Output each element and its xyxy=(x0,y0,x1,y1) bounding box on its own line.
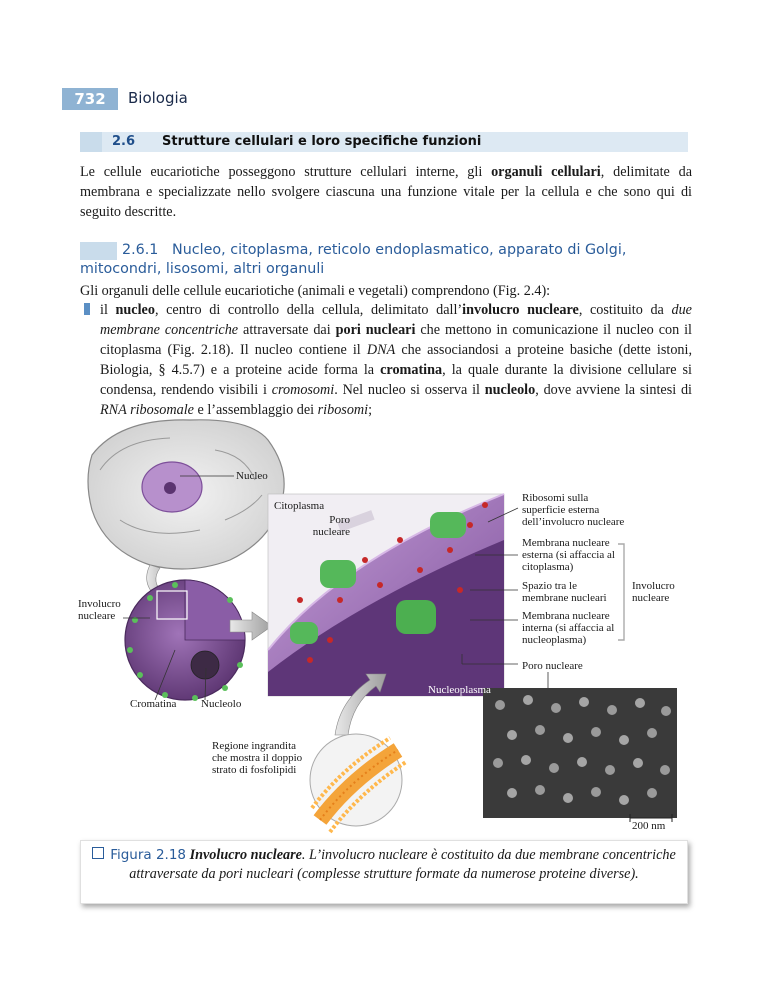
label-membrana-interna: Membrana nucleare interna (si affaccia al nucleoplasma) xyxy=(522,610,615,646)
label-regione-ingrandita: Regione ingrandita che mostra il doppio strato di fosfolipidi xyxy=(212,740,303,776)
running-title: Biologia xyxy=(128,89,188,107)
label-nucleolo: Nucleolo xyxy=(201,698,242,710)
label-nucleoplasma: Nucleoplasma xyxy=(428,684,491,696)
micrograph xyxy=(483,688,677,818)
label-involucro-right: Involucro nucleare xyxy=(632,580,675,604)
label-ribosomi: Ribosomi sulla superficie esterna dell’involucro nucleare xyxy=(522,492,625,528)
label-involucro-left: Involucro nucleare xyxy=(78,598,121,622)
lead-paragraph: Gli organuli delle cellule eucariotiche (animali e vegetali) comprendono (Fig. 2.4): xyxy=(80,283,551,299)
label-poro-nucleare-bottom: Poro nucleare xyxy=(522,660,583,672)
bullet-paragraph: il nucleo, centro di controllo della cellula, delimitato dall’involucro nucleare, costituito da due membrane concentriche attraversate dai pori nucleari che mettono in comunicazione il nucleo con il citoplasma (Fig. 2.18). Il nucleo contiene il DNA che associandosi a proteine basiche (dette istoni, Biologia, § 4.5.7) e a proteine acide forma la cromatina, la quale durante la divisione cellulare si condensa, rendendo visibili i cromosomi. Nel nucleo si osserva il nucleolo, dove avviene la sintesi di RNA ribosomale e l’assemblaggio dei ribosomi; xyxy=(100,302,693,418)
label-cromatina: Cromatina xyxy=(130,698,177,710)
caption-marker-icon xyxy=(92,847,104,859)
label-poro-nucleare-top: Poro nucleare xyxy=(312,514,350,538)
subsection-title: Nucleo, citoplasma, reticolo endoplasmatico, apparato di Golgi, mitocondri, lisosomi, altri organuli xyxy=(80,242,627,277)
nucleus-sphere xyxy=(125,580,245,701)
section-number: 2.6 xyxy=(112,134,136,149)
label-citoplasma: Citoplasma xyxy=(274,500,325,512)
caption-title: Involucro nucleare xyxy=(189,847,302,863)
label-membrana-esterna: Membrana nucleare esterna (si affaccia al citoplasma) xyxy=(522,537,615,573)
cell-sketch xyxy=(88,420,284,569)
figure-caption xyxy=(90,846,678,884)
page-number: 732 xyxy=(62,88,118,110)
subsection-number: 2.6.1 xyxy=(122,242,159,258)
label-nucleo: Nucleo xyxy=(236,470,268,482)
label-spazio-membrane: Spazio tra le membrane nucleari xyxy=(522,580,607,604)
caption-label: Figura 2.18 xyxy=(110,847,187,863)
section-title: Strutture cellulari e loro specifiche funzioni xyxy=(162,134,482,149)
label-scale: 200 nm xyxy=(632,820,666,832)
phospholipid-bilayer xyxy=(310,734,406,832)
intro-paragraph: Le cellule eucariotiche posseggono strutture cellulari interne, gli organuli cellulari, delimitate da membrana e specializzate nello svolgere ciascuna una funzione vitale per la cellula e che sono qui di seguito descritte. xyxy=(80,164,693,220)
caption-text: . L’involucro nucleare è costituito da due membrane concentriche attraversate da pori nucleari (complesse strutture formate da numerose proteine diverse). xyxy=(129,847,676,882)
